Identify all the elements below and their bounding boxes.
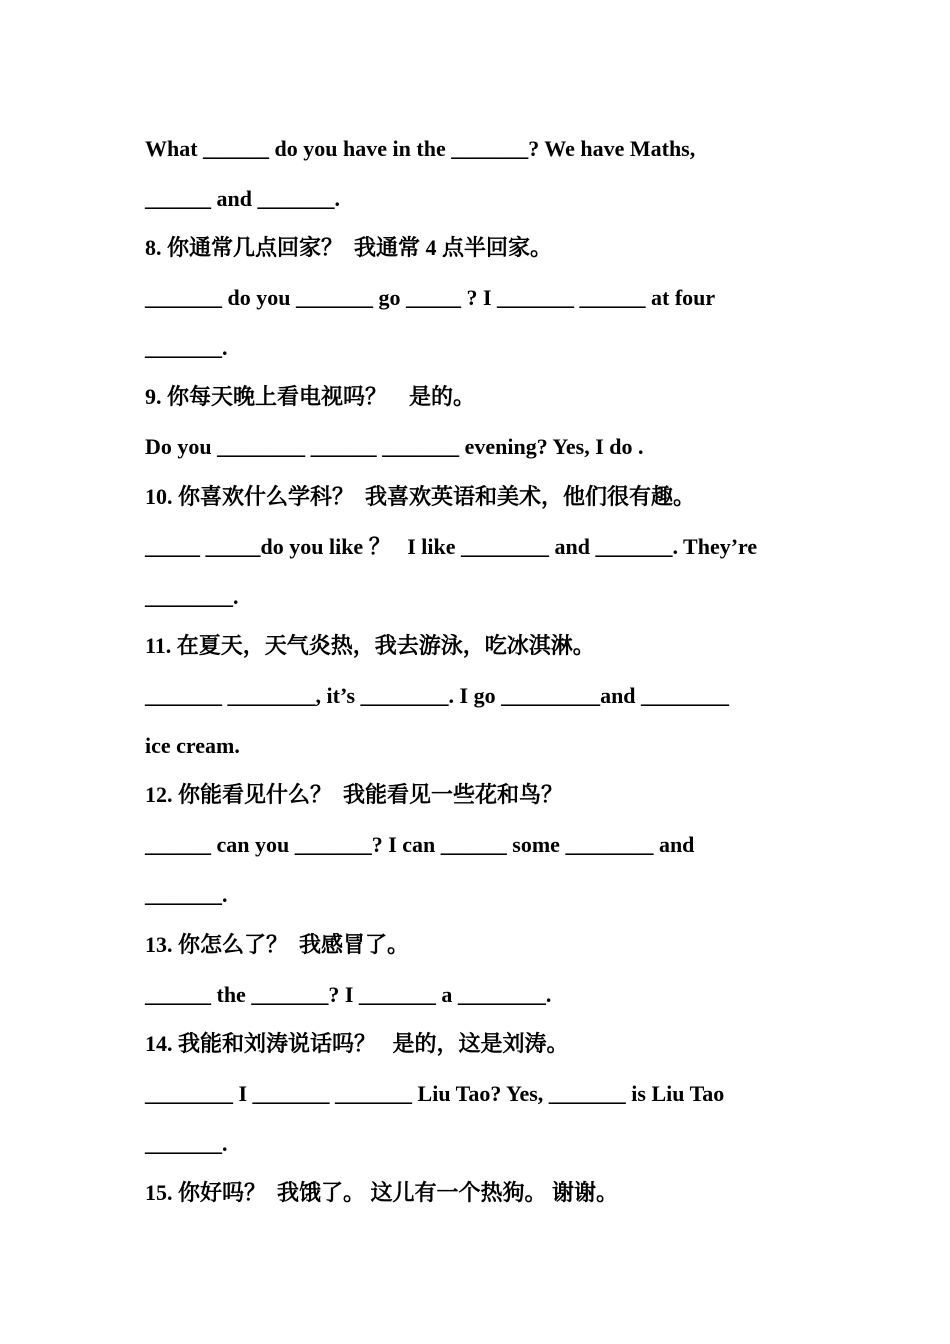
q8-english-line-2: _______. xyxy=(145,335,228,360)
q10-english-line-1: _____ _____do you like ？ I like ________ and _______. They’re xyxy=(145,534,758,559)
q11-english-line-1: _______ ________, it’s ________. I go _________and ________ xyxy=(145,683,730,708)
q8-english-line-1: _______ do you _______ go _____ ? I _______ ______ at four xyxy=(145,285,716,310)
q12-english-line-1: ______ can you _______? I can ______ some ________ and xyxy=(145,832,695,857)
q10-english-line-2: ________. xyxy=(145,584,239,609)
q8-chinese-prompt: 8. 你通常几点回家？ 我通常 4 点半回家。 xyxy=(145,235,553,260)
q15-chinese-prompt: 15. 你好吗？ 我饿了。 这儿有一个热狗。 谢谢。 xyxy=(145,1180,619,1205)
q14-english-line-1: ________ I _______ _______ Liu Tao? Yes, _______ is Liu Tao xyxy=(145,1081,725,1106)
q13-chinese-prompt: 13. 你怎么了？ 我感冒了。 xyxy=(145,932,410,957)
q12-english-line-2: _______. xyxy=(145,882,228,907)
q9-english-line-1: Do you ________ ______ _______ evening? Yes, I do . xyxy=(145,434,644,459)
q11-english-line-2: ice cream. xyxy=(145,733,240,758)
q14-english-line-2: _______. xyxy=(145,1131,228,1156)
q7-english-line-2: ______ and _______. xyxy=(145,186,340,211)
q13-english-line-1: ______ the _______? I _______ a ________. xyxy=(145,982,552,1007)
q7-english-line-1: What ______ do you have in the _______? We have Maths, xyxy=(145,136,696,161)
q10-chinese-prompt: 10. 你喜欢什么学科？ 我喜欢英语和美术，他们很有趣。 xyxy=(145,484,696,509)
q12-chinese-prompt: 12. 你能看见什么？ 我能看见一些花和鸟？ xyxy=(145,782,564,807)
q11-chinese-prompt: 11. 在夏天，天气炎热，我去游泳，吃冰淇淋。 xyxy=(145,633,595,658)
q9-chinese-prompt: 9. 你每天晚上看电视吗？ 是的。 xyxy=(145,384,476,409)
q14-chinese-prompt: 14. 我能和刘涛说话吗？ 是的，这是刘涛。 xyxy=(145,1031,569,1056)
